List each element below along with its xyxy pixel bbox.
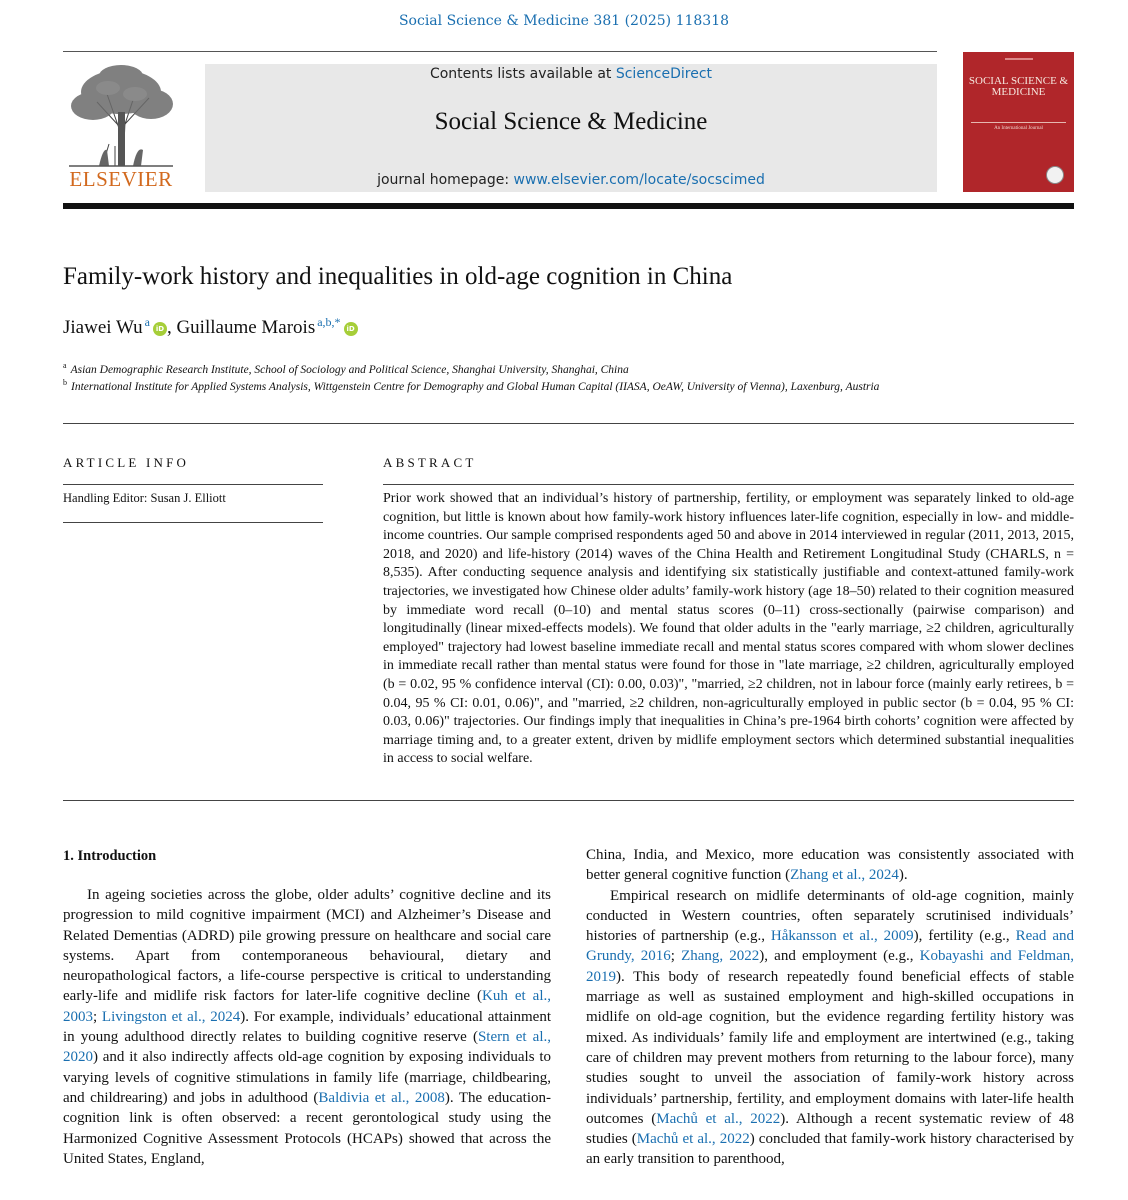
cover-top-mark [1005,58,1033,60]
body-column-left [63,885,551,1169]
journal-name: Social Science & Medicine [434,108,708,135]
header-rule [63,51,937,52]
citation-link[interactable]: Zhang, 2022 [681,948,760,965]
paragraph-text: ). Although a recent systematic review of 48 studies ( [586,1110,1074,1148]
paragraph-text: ), and employment (e.g., [759,948,920,965]
paragraph-text: China, India, and Mexico, more education was consistently associated with better general cognitive function ( [586,847,1074,884]
article-title: Family-work history and inequalities in old-age cognition in China [63,263,733,290]
intro-paragraph-1 [63,885,551,1169]
citation-link[interactable]: Zhang et al., 2024 [790,867,899,884]
citation-link[interactable]: Read and Grundy, 2016 [586,928,1074,965]
abstract-text: Prior work showed that an individual’s history of partnership, fertility, or employment was separately linked to old-age cognition, but little is known about how family-work history influences later-life cognition, especially in low- and middle-income countries. Our sample comprised respondents aged 50 and above in 2014 interviewed in regular (2011, 2013, 2015, 2018, and 2020) and life-history (2014) waves of the China Health and Retirement Longitudinal Study (CHARLS, n = 8,535). After conducting sequence analysis and identifying six statistically justifiable and context-attuned family-work trajectories, we investigated how Chinese older adults’ family-work history (age 18–50) related to their cognition measured by immediate word recall (0–10) and mental status scores (0–11) cross-sectionally (pairwise comparison) and longitudinally (linear mixed-effects models). We found that older adults in the "early marriage, ≥2 children, agriculturally employed" trajectory had lowest baseline immediate recall and mental status scores compared with whom slower declines in immediate recall rather than mental status were found for those in "late marriage, ≥2 children, agriculturally employed (b = 0.02, 95 % confidence interval (CI): 0.00, 0.03)", "married, ≥2 children, not in labour force (mainly early retirees, b = 0.04, 95 % CI: 0.01, 0.06)", and "married, ≥2 children, non-agriculturally employed in public sector (b = 0.04, 95 % CI: 0.03, 0.06)" trajectories. Our findings imply that inequalities in China’s pre-1964 birth cohorts’ cognition were affected by marriage timing and, to a greater extent, driven by midlife employment sectors which determined substantial inequalities in access to social welfare. [383,491,1074,767]
author-name[interactable]: Guillaume Marois [176,317,316,338]
abstract-bottom-rule [63,800,1074,801]
cover-title: SOCIAL SCIENCE & MEDICINE [968,75,1069,98]
homepage-prefix: journal homepage: [377,172,514,188]
contents-prefix: Contents lists available at [429,66,616,82]
citation-link[interactable]: Machů et al., 2022 [636,1131,750,1148]
citation-link[interactable]: Kuh et al., 2003 [63,988,551,1025]
paragraph-text: ; [670,948,682,965]
citation-link[interactable]: Baldivia et al., 2008 [318,1089,445,1106]
paragraph-text: Empirical research on midlife determinants of old-age cognition, mainly conducted in Western countries, often separately scrutinised individuals’ histories of partnership (e.g., [586,887,1074,945]
citation-link[interactable]: Håkansson et al., 2009 [770,928,914,945]
author-separator: , [166,317,177,338]
affiliation-label: a [63,361,67,370]
paragraph-text: ). For example, individuals’ educational attainment in young adulthood directly relates to building cognitive reserve ( [63,1008,552,1046]
article-info-rule [63,484,323,485]
cover-subtitle: An International Journal [994,126,1043,131]
author-name[interactable]: Jiawei Wu [63,317,143,338]
elsevier-wordmark: ELSEVIER [69,167,173,191]
contents-line [205,66,937,82]
intro-paragraph-2 [586,886,1074,1170]
paragraph-text: ; [93,1008,102,1025]
paragraph-text: ) and it also indirectly affects old-age cognition by exposing individuals to varying levels of cognitive stimulations in family life (marriage, childbearing, and childrearing) and jobs in adulthood ( [63,1049,551,1106]
abstract-rule [383,484,1074,485]
affiliation-label: b [63,378,67,387]
tree-icon [63,64,179,168]
paragraph-text: ). The education-cognition link is often observed: a recent gerontological study using the Harmonized Cognitive Assessment Protocols (HCAPs) showed that across the United States, England, [63,1089,551,1167]
affiliation-text: International Institute for Applied Systems Analysis, Wittgenstein Centre for Demography and Global Human Capital (IIASA, OeAW, University of Vienna), Laxenburg, Austria [71,381,880,393]
journal-banner [205,64,937,192]
article-info-bottom-rule [63,522,323,523]
handling-editor: Handling Editor: Susan J. Elliott [63,491,226,505]
paragraph-text: In ageing societies across the globe, older adults’ cognitive decline and its progression to mild cognitive impairment (MCI) and Alzheimer’s Disease and Related Dementias (ADRD) pile growing pressure on healthcare and social care systems. Apart from contemporaneous behavioural, dietary and neuropathological factors, a life-course perspective is critical to understanding early-life and midlife risk factors for later-life cognitive decline ( [63,887,551,1005]
article-info-heading: ARTICLE INFO [63,455,190,470]
section-heading-introduction: 1. Introduction [63,848,157,864]
elsevier-logo[interactable] [63,64,179,192]
author-list [63,315,358,339]
affiliation-text: Asian Demographic Research Institute, School of Sociology and Political Science, Shanghai University, Shanghai, China [70,364,629,376]
body-column-right [586,845,1074,1170]
cover-divider [971,122,1066,123]
journal-citation[interactable]: Social Science & Medicine 381 (2025) 118318 [398,13,730,29]
citation-link[interactable]: Kobayashi and Feldman, 2019 [586,948,1074,985]
paragraph-text: ), fertility (e.g., [913,928,1016,945]
header-thick-rule [63,203,1074,209]
citation-link[interactable]: Livingston et al., 2024 [101,1008,241,1025]
affiliation-rule [63,423,1074,424]
author-affiliation-ref[interactable]: a [144,315,150,329]
journal-homepage-link[interactable]: www.elsevier.com/locate/socscimed [513,172,765,188]
homepage-line [205,172,937,188]
orcid-icon[interactable]: iD [344,322,358,336]
citation-link[interactable]: Machů et al., 2022 [656,1110,781,1127]
citation-link[interactable]: Stern et al., 2020 [63,1029,551,1066]
sciencedirect-link[interactable]: ScienceDirect [615,66,713,82]
orcid-icon[interactable]: iD [153,322,167,336]
paragraph-text: ) concluded that family-work history characterised by an early transition to parenthood, [586,1131,1074,1168]
journal-cover[interactable] [963,52,1074,192]
intro-paragraph-1-continued [586,845,1074,886]
author-affiliation-ref[interactable]: a,b,* [317,315,341,329]
paragraph-text: ). [898,867,908,884]
cover-badge-icon [1046,166,1064,184]
paragraph-text: ). This body of research repeatedly found beneficial effects of stable marriage as well as sustained employment and high-skilled occupations in midlife on old-age cognition, but the evidence regarding fertility history was mixed. As individuals’ family life and employment are intertwined (e.g., taking care of children may prevent mothers from returning to the labour force), many studies sought to unveil the association of family-work history across individuals’ partnership, fertility, and employment domains with later-life health outcomes ( [586,968,1074,1127]
affiliation-b [63,374,943,396]
abstract-heading: ABSTRACT [383,455,477,470]
